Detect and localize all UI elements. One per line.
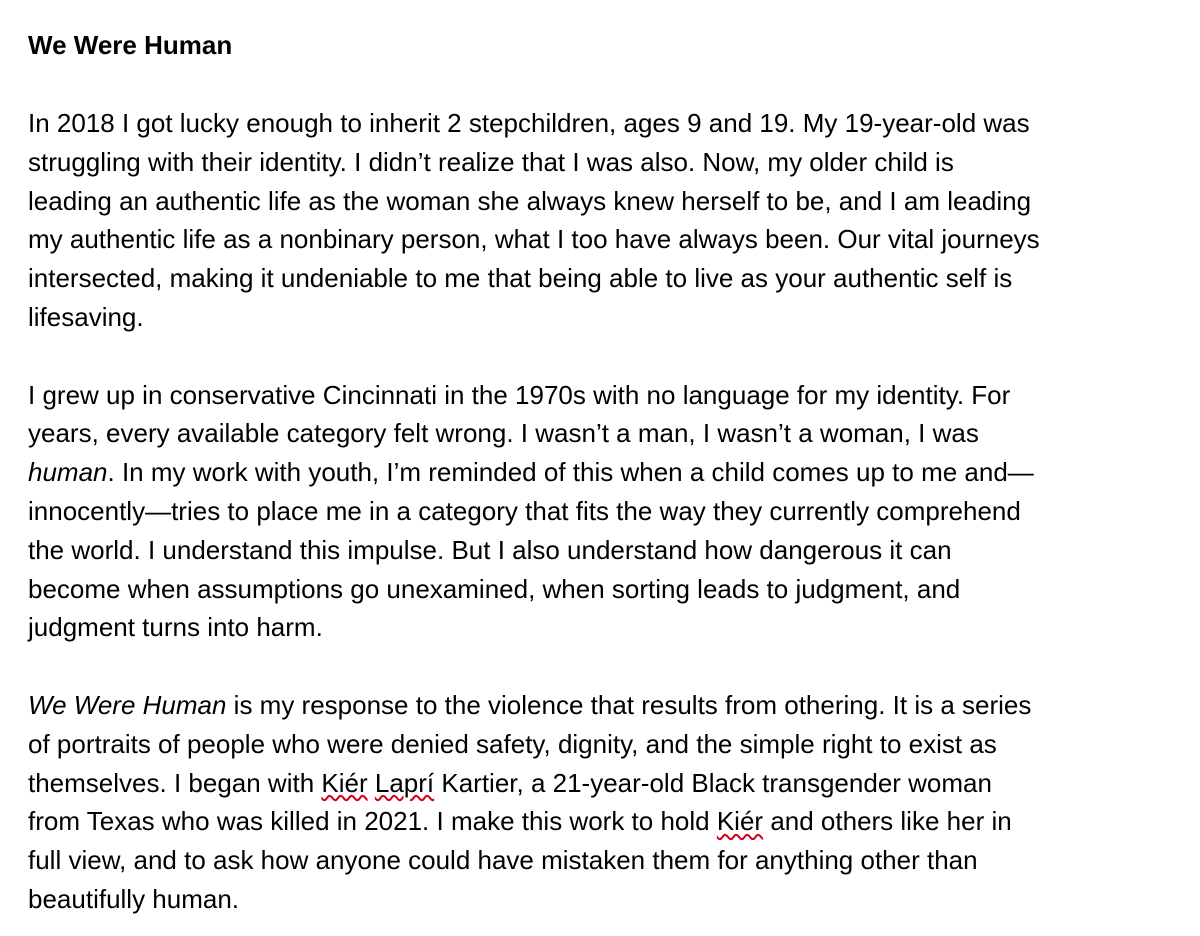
text-run: . In my work with youth, I’m reminded of this when a child comes up to me and— [107, 457, 1034, 488]
text-line: In 2018 I got lucky enough to inherit 2 stepchildren, ages 9 and 19. My 19-year-old was [28, 108, 1030, 138]
text-run: is my response to the violence that results from othering. It is a series [226, 689, 1032, 720]
text-line: I grew up in conservative Cincinnati in the 1970s with no language for my identity. For [28, 379, 1011, 410]
text-line: lifesaving. [28, 301, 144, 332]
text-line: become when assumptions go unexamined, when sorting leads to judgment, and [28, 573, 961, 604]
document-title: We Were Human [28, 30, 233, 60]
text-line [28, 764, 1188, 803]
text-line: of portraits of people who were denied safety, dignity, and the simple right to exist as [28, 728, 997, 759]
paragraph-3 [28, 686, 1188, 919]
text-line: full view, and to ask how anyone could have mistaken them for anything other than [28, 845, 978, 876]
text-line: beautifully human. [28, 883, 240, 914]
document-body [28, 26, 1188, 919]
text-line: the world. I understand this impulse. But I also understand how dangerous it can [28, 534, 952, 565]
paragraph-1 [28, 104, 1188, 337]
text-run: and others like her in [763, 806, 1012, 837]
text-run: themselves. I began with [28, 767, 322, 798]
text-line [28, 686, 1188, 725]
text-line: leading an authentic life as the woman she always knew herself to be, and I am leading [28, 185, 1032, 216]
spellcheck-flagged-word[interactable]: Kiér [321, 767, 368, 798]
text-line: judgment turns into harm. [28, 612, 323, 643]
text-line: struggling with their identity. I didn’t realize that I was also. Now, my older child is [28, 146, 954, 177]
text-line: my authentic life as a nonbinary person, what I too have always been. Our vital journeys [28, 224, 1040, 255]
text-line: intersected, making it undeniable to me that being able to live as your authentic self is [28, 263, 1013, 294]
spellcheck-flagged-word[interactable]: Kiér [716, 806, 764, 837]
text-run: from Texas who was killed in 2021. I make this work to hold [28, 806, 717, 837]
italic-text: We Were Human [28, 689, 227, 720]
text-line: innocently—tries to place me in a category that fits the way they currently comprehend [28, 495, 1021, 526]
spellcheck-flagged-word[interactable]: Laprí [374, 767, 435, 798]
text-line: years, every available category felt wrong. I wasn’t a man, I wasn’t a woman, I was [28, 418, 979, 449]
italic-text: human [28, 457, 108, 488]
text-run [368, 768, 375, 798]
paragraph-2 [28, 376, 1188, 648]
text-line [28, 453, 1188, 492]
text-run: Kartier, a 21-year-old Black transgender woman [434, 767, 992, 798]
text-line [28, 802, 1188, 841]
